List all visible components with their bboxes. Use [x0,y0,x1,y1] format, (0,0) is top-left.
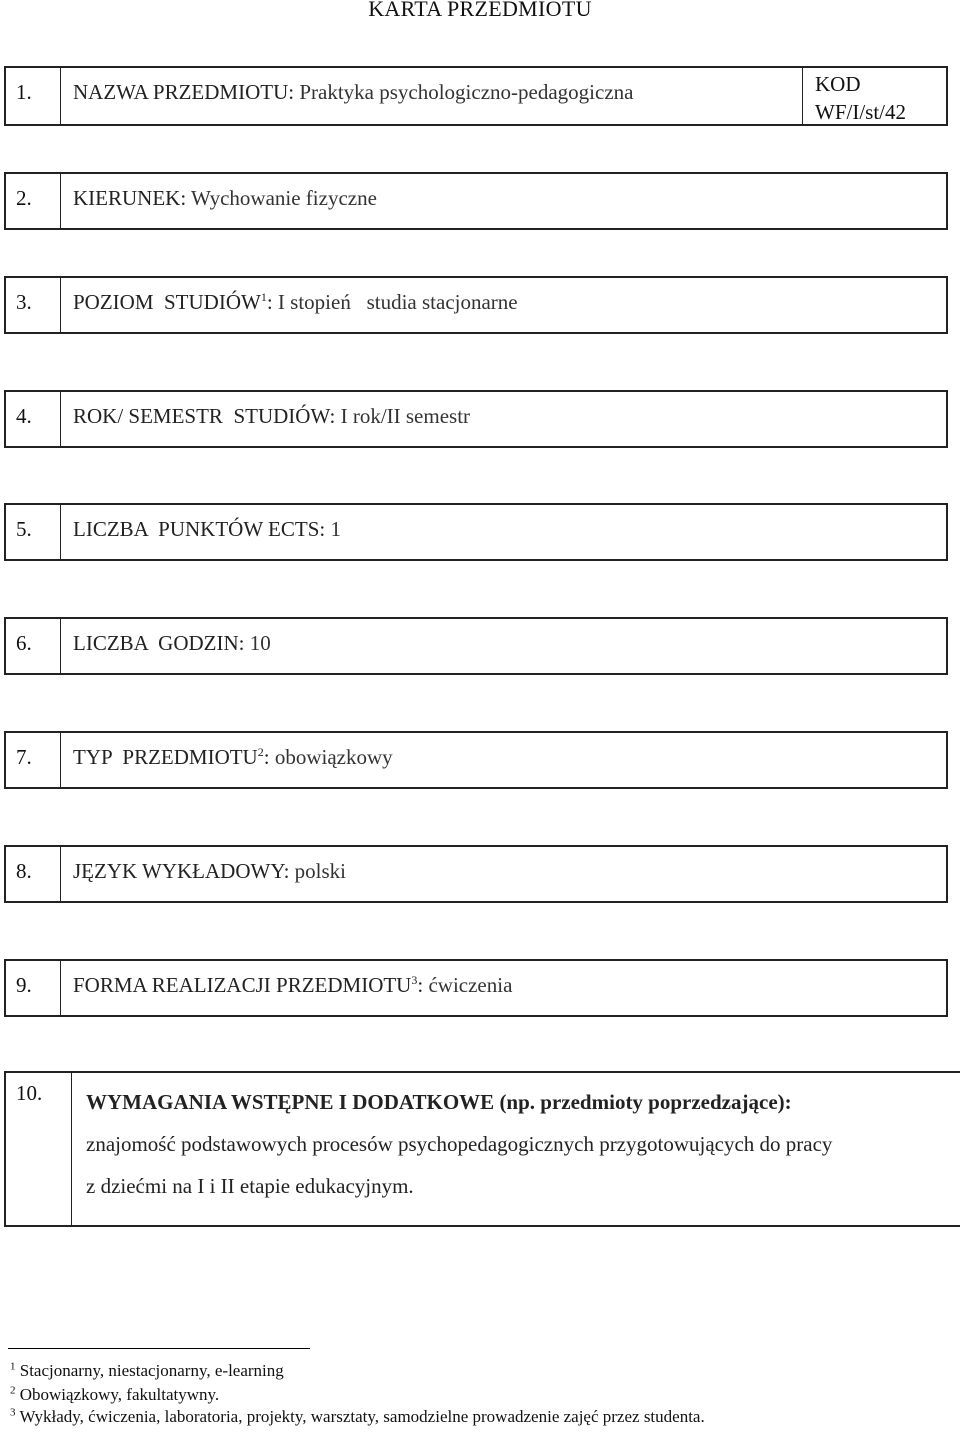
field-row-prerequisites [4,1071,960,1227]
row-content [72,1073,960,1225]
footnote-text: Wykłady, ćwiczenia, laboratoria, projekty, warsztaty, samodzielne prowadzenie zajęć przez studenta. [19,1407,705,1426]
row-number: 1. [6,68,61,124]
prerequisites-heading: WYMAGANIA WSTĘPNE I DODATKOWE (np. przedmioty poprzedzające): [86,1090,792,1114]
row-content [61,961,946,1015]
row-content [61,847,946,901]
footnote-mark: 3 [10,1406,16,1419]
row-number: 5. [6,505,61,559]
footnote-mark: 2 [10,1384,16,1397]
field-value: ćwiczenia [428,973,513,997]
row-number: 7. [6,733,61,787]
field-value: I stopień studia stacjonarne [277,290,518,314]
row-number: 9. [6,961,61,1015]
row-number: 10. [6,1073,72,1225]
field-row-hours [4,617,948,675]
prerequisites-text-line: znajomość podstawowych procesów psychopedagogicznych przygotowujących do pracy [86,1132,833,1156]
footnote-separator [8,1348,310,1349]
field-row-subject-name [4,66,948,126]
code-label: KOD [815,72,861,96]
field-label: TYP PRZEDMIOTU [73,745,258,769]
row-content [61,505,946,559]
footnote-mark: 3 [411,973,418,987]
field-value: I rok/II semestr [340,404,471,428]
footnote-text: Obowiązkowy, fakultatywny. [19,1385,220,1404]
field-label: KIERUNEK: [73,186,187,210]
page-title: KARTA PRZEDMIOTU [368,0,592,21]
row-content [61,733,946,787]
field-label: NAZWA PRZEDMIOTU: [73,80,295,104]
row-content [61,619,946,673]
footnote-item [10,1360,284,1382]
field-row-ects-points [4,503,948,561]
footnote-item [10,1384,219,1406]
row-number: 2. [6,174,61,228]
footnote-mark: 2 [257,745,264,759]
footnote-item [10,1406,705,1428]
field-value: 10 [249,631,271,655]
field-row-field-of-study [4,172,948,230]
field-label: POZIOM STUDIÓW [73,290,261,314]
field-label: ROK/ SEMESTR STUDIÓW: [73,404,336,428]
field-row-language [4,845,948,903]
field-value: obowiązkowy [274,745,393,769]
footnote-text: Stacjonarny, niestacjonarny, e-learning [19,1361,284,1380]
field-row-study-level [4,276,948,334]
field-label: LICZBA GODZIN: [73,631,245,655]
row-content [61,68,802,124]
field-colon: : [266,290,273,314]
row-number: 6. [6,619,61,673]
field-label: LICZBA PUNKTÓW ECTS: [73,517,326,541]
field-label: FORMA REALIZACJI PRZEDMIOTU [73,973,412,997]
row-content [61,174,946,228]
prerequisites-text-line: z dziećmi na I i II etapie edukacyjnym. [86,1174,414,1198]
field-value: 1 [330,517,341,541]
field-row-form-of-delivery [4,959,948,1017]
field-colon: : [263,745,270,769]
field-row-year-semester [4,390,948,448]
code-cell [802,68,946,124]
field-value: polski [294,859,346,883]
field-row-subject-type [4,731,948,789]
footnote-mark: 1 [260,290,267,304]
footnote-mark: 1 [10,1360,16,1373]
row-content [61,392,946,446]
row-number: 8. [6,847,61,901]
field-value: Wychowanie fizyczne [191,186,377,210]
row-number: 4. [6,392,61,446]
row-content [61,278,946,332]
field-label: JĘZYK WYKŁADOWY: [73,859,290,883]
row-number: 3. [6,278,61,332]
code-value: WF/I/st/42 [815,100,907,124]
field-colon: : [417,973,424,997]
field-value: Praktyka psychologiczno-pedagogiczna [299,80,634,104]
